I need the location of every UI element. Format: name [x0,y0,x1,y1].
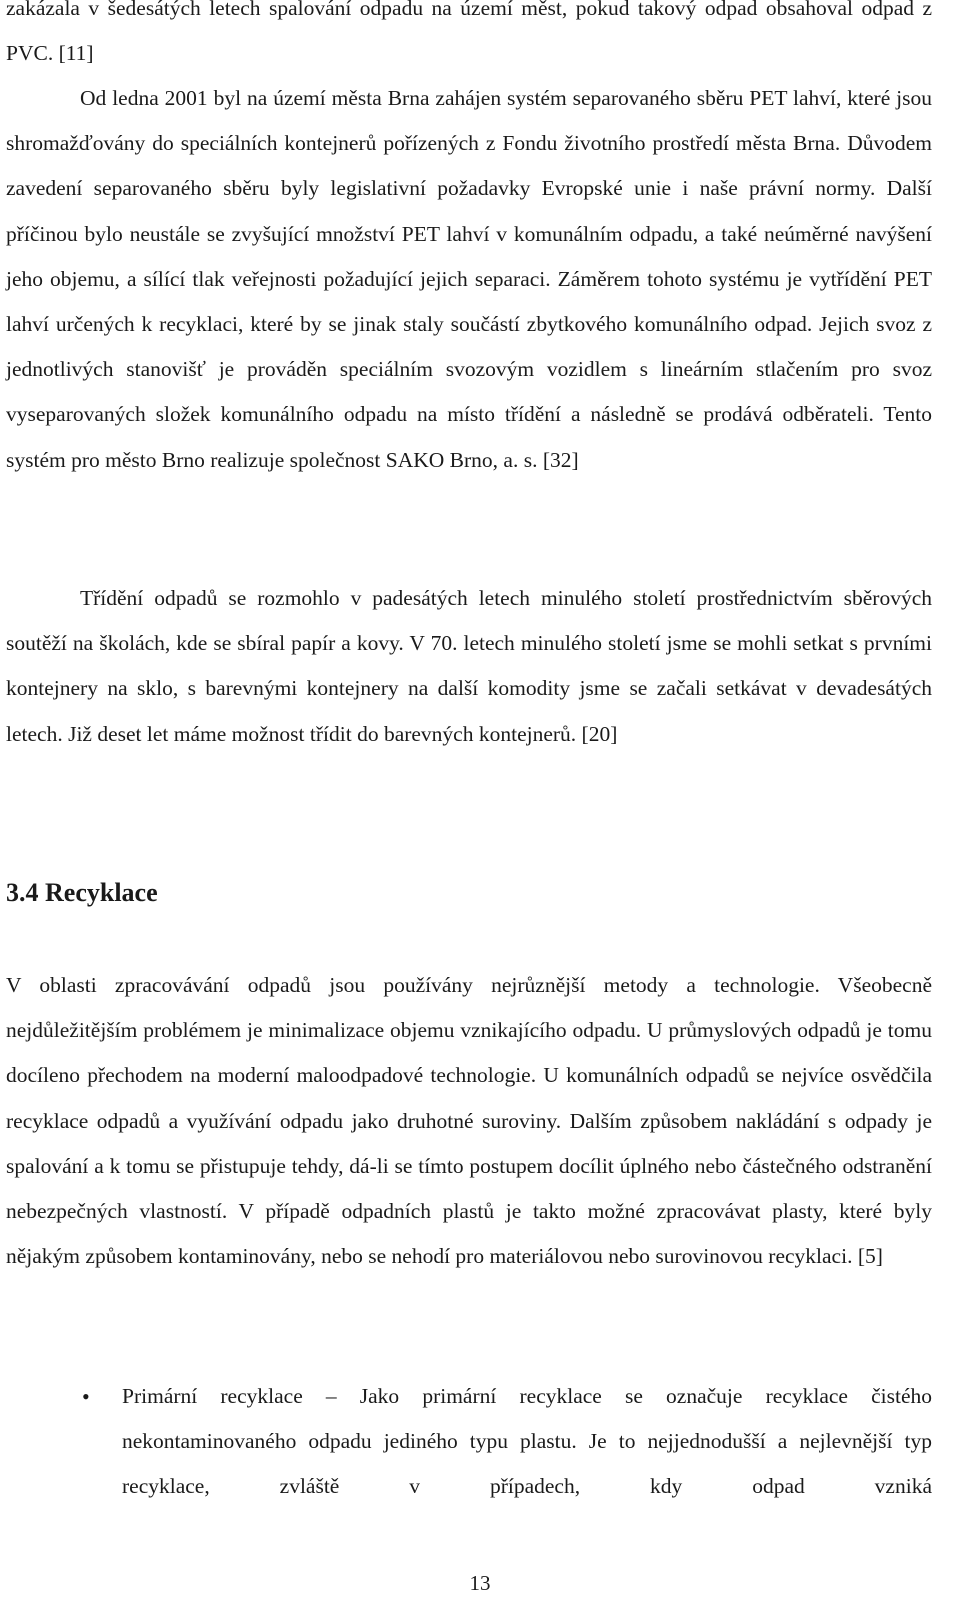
bullet-primary-recycling: Primární recyklace – Jako primární recyklace se označuje recyklace čistého nekontaminovaného odpadu jediného typu plastu. Je to nejjednodušší a nejlevnější typ recyklace, zvláště v případech, kdy odpad vzniká [122,1384,932,1499]
section-heading: 3.4 Recyklace [6,878,158,907]
paragraph-recycling-intro: V oblasti zpracovávání odpadů jsou používány nejrůznější metody a technologie. Všeobecně nejdůležitějším problémem je minimalizace objemu vznikajícího odpadu. U průmyslových odpadů je tomu docíleno přechodem na moderní maloodpadové technologie. U komunálních odpadů se nejvíce osvědčila recyklace odpadů a využívání odpadu jako druhotné suroviny. Dalším způsobem nakládání s odpady je spalování a k tomu se přistupuje tehdy, dá-li se tímto postupem docílit úplného nebo částečného odstranění nebezpečných vlastností. V případě odpadních plastů je takto možné zpracovávat plasty, které byly nějakým způsobem kontaminovány, nebo se nehodí pro materiálovou nebo surovinovou recyklaci. [5] [6,973,932,1269]
paragraph-pet-collection: Od ledna 2001 byl na území města Brna zahájen systém separovaného sběru PET lahví, které jsou shromažďovány do speciálních kontejnerů pořízených z Fondu životního prostředí města Brna. Důvodem zavedení separovaného sběru byly legislativní požadavky Evropské unie i naše právní normy. Další příčinou bylo neustále se zvyšující množství PET lahví v komunálním odpadu, a také neúměrné navýšení jeho objemu, a sílící tlak veřejnosti požadující jejich separaci. Záměrem tohoto systému je vytřídění PET lahví určených k recyklaci, které by se jinak staly součástí zbytkového komunálního odpad. Jejich svoz z jednotlivých stanovišť je prováděn speciálním svozovým vozidlem s lineárním stlačením pro svoz vyseparovaných složek komunálního odpadu na místo třídění a následně se prodává odběrateli. Tento systém pro město Brno realizuje společnost SAKO Brno, a. s. [32] [6,86,932,472]
paragraph-sorting-history: Třídění odpadů se rozmohlo v padesátých letech minulého století prostřednictvím sběrových soutěží na školách, kde se sbíral papír a kovy. V 70. letech minulého století jsme se mohli setkat s prvními kontejnery na sklo, s barevnými kontejnery na další komodity jsme se začali setkávat v devadesátých letech. Již deset let máme možnost třídit do barevných kontejnerů. [20] [6,586,932,746]
bullet-icon: • [82,1384,90,1409]
paragraph-continuation: zakázala v šedesátých letech spalování odpadu na území měst, pokud takový odpad obsahoval odpad z PVC. [11] [6,0,932,66]
page-number: 13 [469,1571,491,1595]
